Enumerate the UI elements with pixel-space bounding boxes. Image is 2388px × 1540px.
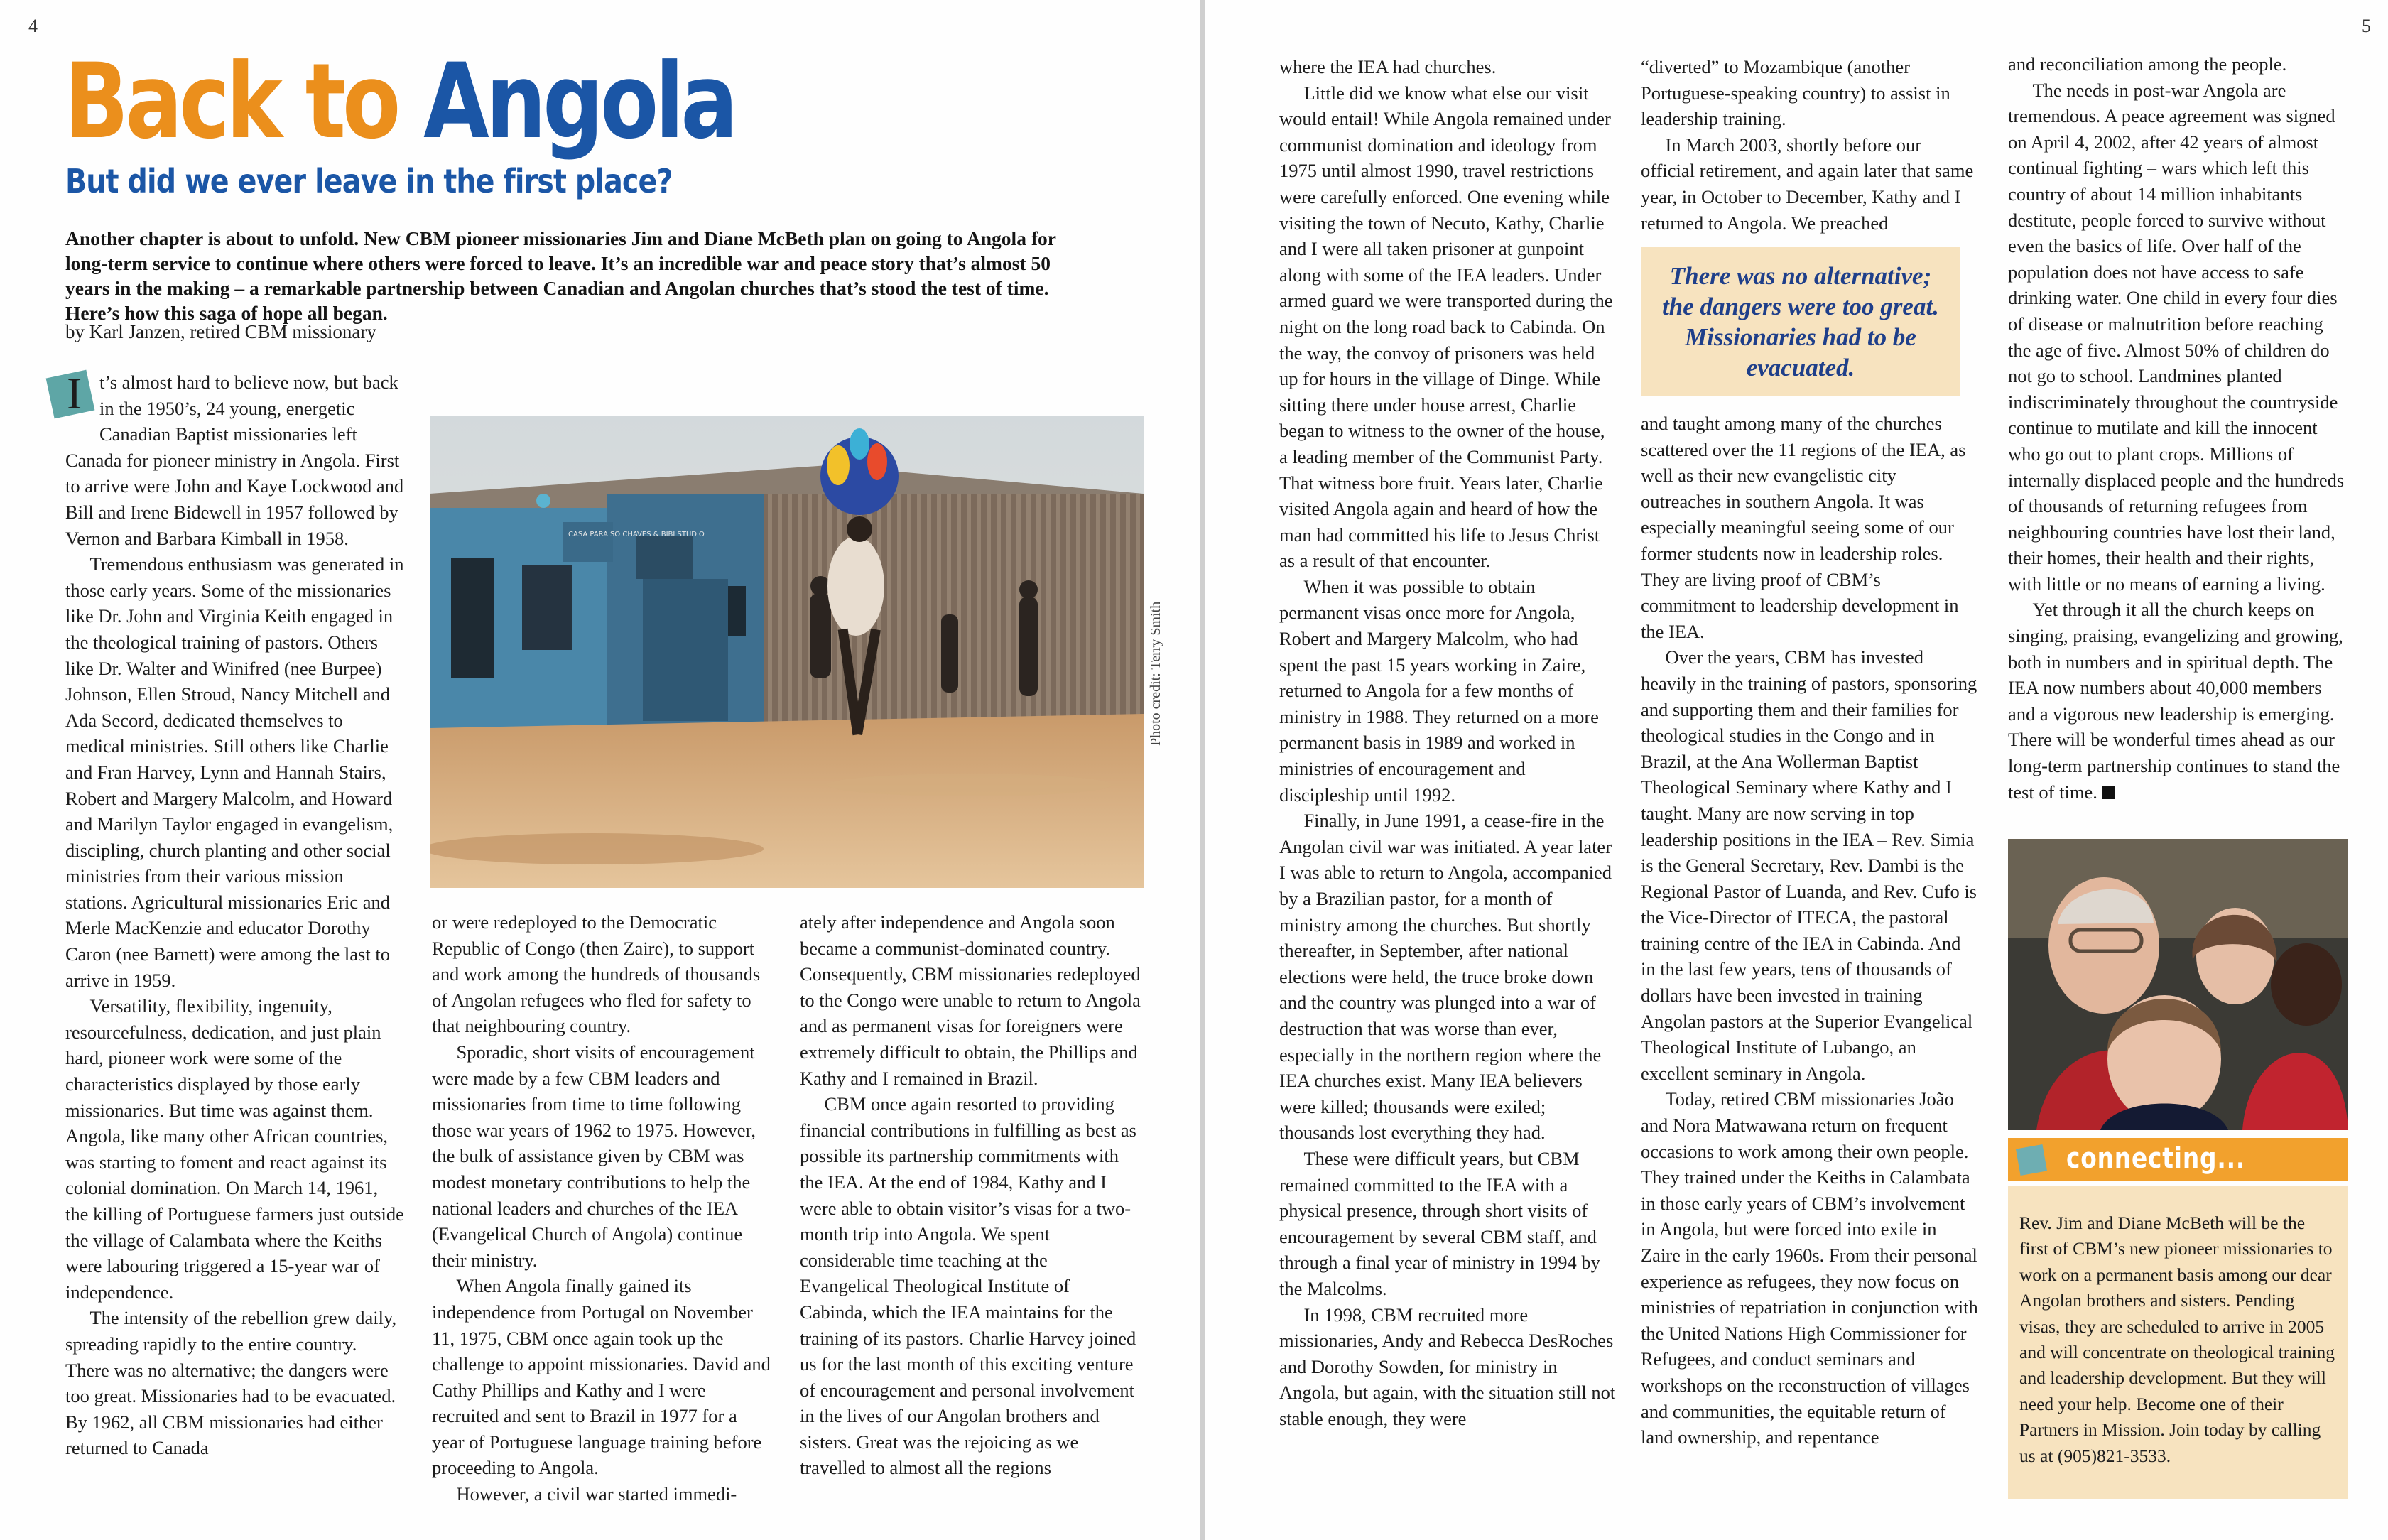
paragraph: ately after independence and Angola soon became a communist-dominated country. Consequently, CBM missionaries redeployed to the Congo were unable to return to Angola and as permanent visas for foreigners were extremely difficult to obtain, the Phillips and Kathy and I remained in Brazil. [800,911,1141,1089]
article-column-3 [800,909,1141,1481]
connecting-body: Rev. Jim and Diane McBeth will be the first of CBM’s new pioneer missionaries to work on a permanent basis among our dear Angolan brothers and sisters. Pending visas, they are scheduled to arrive in 2005 and will concentrate on theological training and leadership development. But they will need your help. Become one of their Partners in Mission. Join today by calling us at (905)821-3533. [2019,1213,2335,1466]
article-column-2 [432,909,773,1507]
article-column-5-bottom [1641,411,1979,1450]
family-photo-illustration [2008,839,2348,1130]
paragraph: Finally, in June 1991, a cease-fire in the Angolan civil war was initiated. A year later I was able to return to Angola, accompanied by a Brazilian pastor, for a month of ministry among the churches. But shortly thereafter, in September, after national elections were held, the truce broke down and the country was plunged into a war of destruction that was worse than ever, especially in the northern region where the IEA churches exist. Many IEA believers were killed; thousands were exiled; thousands lost everything they had. [1279,810,1612,1144]
paragraph: In March 2003, shortly before our official retirement, and again later that same year, in October to December, Kathy and I returned to Angola. We preached [1641,134,1974,234]
paragraph: Sporadic, short visits of encouragement were made by a few CBM leaders and missionaries from time to time following those war years of 1962 to 1975. However, the bulk of assistance given by CBM was modest monetary contributions to help the national leaders and churches of the IEA (Evangelical Church of Angola) continue their ministry. [432,1041,756,1271]
photo-credit: Photo credit: Terry Smith [1148,601,1163,746]
paragraph: Today, retired CBM missionaries João and Nora Matwawana return on frequent occasions to work among their own people. They trained under the Keiths in Calambata in those early years of CBM’s involvement in Angola, but were forced into exile in Zaire in the early 1960s. From their personal experience as refugees, they now focus on ministries of repatriation in conjunction with the United Nations High Commissioner for Refugees, and conduct seminars and workshops on the reconstruction of villages and communities, the equitable return of land ownership, and repentance [1641,1088,1978,1448]
paragraph: These were difficult years, but CBM remained committed to the IEA with a physical presence, through short visits of encouragement by several CBM staff, and through a final year of ministry in 1994 by the Malcolms. [1279,1147,1600,1299]
lede-paragraph: Another chapter is about to unfold. New CBM pioneer missionaries Jim and Diane McBeth plan on going to Angola for long-term service to continue where others were forced to leave. It’s an incredible war and peace story that’s almost 50 years in the making – a remarkable partnership between Canadian and Angolan churches that’s stood the test of time. Here’s how this saga of hope all began. [65,227,1056,324]
end-mark-icon [2102,786,2115,799]
article-column-6 [2008,51,2348,805]
paragraph-text: t’s almost hard to believe now, but back in the 1950’s, 24 young, energetic Canadian Baptist missionaries left Canada for pioneer ministry in Angola. First to arrive were John and Kaye Lockwood and Bill and Irene Bidewell in 1957 followed by Vernon and Barbara Kimball in 1958. [65,372,404,549]
connecting-sidebar [2008,1186,2348,1499]
paragraph: Over the years, CBM has invested heavily in the training of pastors, sponsoring and supporting them and their families for theological studies in the Congo and in Brazil, at the Ana Wollerman Baptist Theological Seminary where Kathy and I taught. Many are now serving in top leadership positions in the IEA – Rev. Simia is the General Secretary, Rev. Dambi is the Regional Pastor of Luanda, and Rev. Cufo is the Vice-Director of ITECA, the pastoral training centre of the IEA in Cabinda. And in the last few years, tens of thousands of dollars have been invested in training Angolan pastors at the Superior Evangelical Theological Institute of Lubango, an excellent seminary in Angola. [1641,646,1977,1084]
connecting-header: connecting... [2066,1142,2246,1175]
street-scene-photo [430,416,1144,888]
paragraph-text: Yet through it all the church keeps on singing, praising, evangelizing and growing, both in numbers and in spiritual depth. The IEA now numbers about 40,000 members and a vigorous new leadership is emerging. There will be wonderful times ahead as our long-term partnership continues to stand the test of time. [2008,599,2343,803]
paragraph: “diverted” to Mozambique (another Portuguese-speaking country) to assist in leadership training. [1641,56,1950,130]
page-number-right: 5 [2362,16,2371,36]
paragraph: CBM once again resorted to providing financial contributions in fulfilling as best as possible its partnership commitments with the IEA. At the end of 1984, Kathy and I were able to obtain visitor’s visas for a two-month trip into Angola. We spent considerable time teaching at the Evangelical Theological Institute of Cabinda, which the IEA maintains for the training of its pastors. Charlie Harvey joined us for the last month of this exciting venture of encouragement and personal involvement in the lives of our Angolan brothers and sisters. Great was the rejoicing as we travelled to almost all the regions [800,1093,1136,1479]
subtitle: But did we ever leave in the first place? [65,162,673,200]
headline [64,41,735,162]
paragraph: and reconciliation among the people. [2008,53,2287,75]
headline-part1: Back to [64,41,398,162]
paragraph: The intensity of the rebellion grew daily, spreading rapidly to the entire country. There was no alternative; the dangers were too great. Missionaries had to be evacuated. By 1962, all CBM missionaries had either returned to Canada [65,1307,397,1459]
right-page [1205,0,2388,1540]
paragraph: The needs in post-war Angola are tremendous. A peace agreement was signed on April 4, 2002, after 42 years of almost continual fighting – wars which left this country of about 14 million inhabitants destitute, people forced to survive without even the basics of life. Over half of the population does not have access to safe drinking water. One child in every four dies of disease or malnutrition before reaching the age of five. Almost 50% of children do not go to school. Landmines planted indiscriminately throughout the countryside continue to mutilate and kill the innocent who go out to plant crops. Millions of internally displaced people and the hundreds of thousands of returning refugees from neighbouring countries have lost their land, their homes, their health and their rights, with little or no means of earning a living. [2008,79,2345,595]
article-column-1 [65,369,405,1461]
paragraph: When it was possible to obtain permanent visas once more for Angola, Robert and Margery Malcolm, who had spent the past 15 years working in Zaire, returned to Angola for a few months of ministry in 1988. They returned on a more permanent basis in 1989 and worked in ministries of encouragement and discipleship until 1992. [1279,575,1599,806]
dropcap [50,368,94,425]
paragraph: where the IEA had churches. [1279,56,1497,77]
paragraph: In 1998, CBM recruited more missionaries, Andy and Rebecca DesRoches and Dorothy Sowden, for ministry in Angola, but again, with the situation still not stable enough, they were [1279,1303,1616,1429]
paragraph [65,369,405,551]
pull-quote: There was no alternative; the dangers were too great. Missionaries had to be evacuated. [1641,247,1960,396]
byline: by Karl Janzen, retired CBM missionary [65,321,376,342]
connecting-banner [2008,1138,2348,1181]
paragraph: However, a civil war started immedi- [456,1483,737,1505]
teal-square-icon [2016,1144,2047,1176]
paragraph: Tremendous enthusiasm was generated in those early years. Some of the missionaries like Dr. John and Virginia Keith engaged in the theological training of pastors. Others like Dr. Walter and Winifred (nee Burpee) Johnson, Ellen Stroud, Nancy Mitchell and Ada Secord, dedicated themselves to medical ministries. Still others like Charlie and Fran Harvey, Lynn and Hannah Stairs, Robert and Margery Malcolm, and Howard and Marilyn Taylor engaged in evangelism, discipling, church planting and other social ministries from their various mission stations. Agricultural missionaries Eric and Merle MacKenzie and educator Dorothy Caron (nee Barnett) were among the last to arrive in 1959. [65,553,404,991]
page-number-left: 4 [28,16,38,36]
headline-part2: Angola [423,41,735,162]
street-scene-illustration [430,416,1144,888]
shop-sign-text: CASA PARAISO CHAVES & BIBI STUDIO [568,531,705,538]
paragraph: and taught among many of the churches scattered over the 11 regions of the IEA, as well as their new evangelistic city outreaches in southern Angola. It was especially meaningful seeing some of our former students now in leadership roles. They are living proof of CBM’s commitment to leadership development in the IEA. [1641,413,1966,642]
article-column-5-top [1641,54,1979,236]
paragraph [2008,597,2348,805]
article-column-4 [1279,54,1617,1431]
paragraph: Versatility, flexibility, ingenuity, resourcefulness, dedication, and just plain hard, pioneer work were some of the characteristics displayed by those early missionaries. But time was against them. Angola, like many other African countries, was starting to foment and react against its colonial domination. On March 14, 1961, the killing of Portuguese farmers just outside the village of Calambata where the Keiths were labouring triggered a 15-year war of independence. [65,995,404,1303]
paragraph: When Angola finally gained its independence from Portugal on November 11, 1975, CBM once again took up the challenge to appoint missionaries. David and Cathy Phillips and Kathy and I were recruited and sent to Brazil in 1977 for a year of Portuguese language training before proceeding to Angola. [432,1275,771,1479]
family-photo [2008,839,2348,1130]
paragraph: Little did we know what else our visit would entail! While Angola remained under communist domination and ideology from 1975 until almost 1990, travel restrictions were carefully enforced. One evening while visiting the town of Necuto, Kathy, Charlie and I were all taken prisoner at gunpoint along with some of the IEA leaders. Under armed guard we were transported during the night on the long road back to Cabinda. On the way, the convoy of prisoners was held up for hours in the village of Dinge. While sitting there under house arrest, Charlie began to witness to the owner of the house, a leading member of the Communist Party. That witness bore fruit. Years later, Charlie visited Angola again and heard of how the man had committed his life to Jesus Christ as a result of that encounter. [1279,82,1613,572]
paragraph: or were redeployed to the Democratic Republic of Congo (then Zaire), to support and work among the hundreds of thousands of Angolan refugees who fled for safety to that neighbouring country. [432,911,761,1037]
dropcap-letter: I [67,368,82,418]
